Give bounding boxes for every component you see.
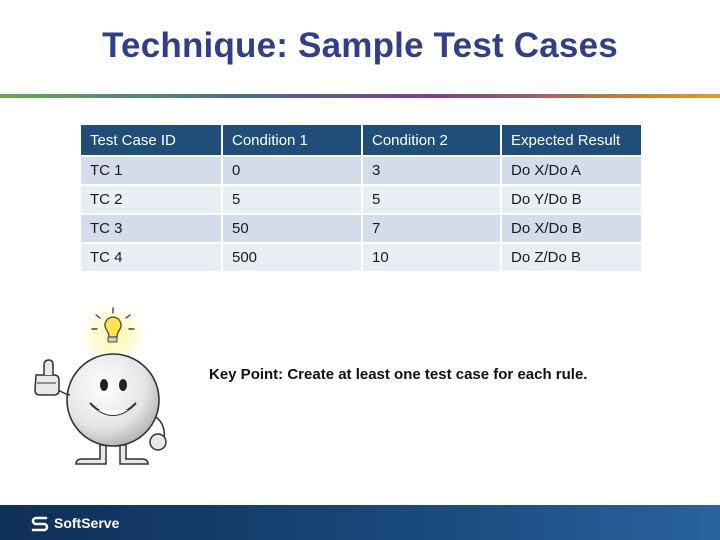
table-row (81, 156, 641, 185)
cell-expected-result: Do X/Do B (501, 214, 641, 243)
key-point-text: Key Point: Create at least one test case for each rule. (209, 366, 588, 383)
cell-condition-1: 50 (222, 214, 362, 243)
cell-condition-1: 500 (222, 243, 362, 271)
brand-name: SoftServe (54, 515, 120, 531)
table-row (81, 214, 641, 243)
cell-condition-1: 5 (222, 185, 362, 214)
header-test-case-id: Test Case ID (81, 125, 222, 156)
cell-expected-result: Do Y/Do B (501, 185, 641, 214)
cell-expected-result: Do X/Do A (501, 156, 641, 185)
header-expected-result: Expected Result (501, 125, 641, 156)
cell-condition-2: 3 (362, 156, 501, 185)
title-divider (0, 94, 720, 98)
test-case-table (81, 125, 641, 271)
mascot-thumbs-up-illustration (28, 305, 178, 475)
cell-test-case-id: TC 1 (81, 156, 222, 185)
slide-title: Technique: Sample Test Cases (102, 26, 618, 65)
test-case-table-container (81, 125, 641, 271)
cell-test-case-id: TC 3 (81, 214, 222, 243)
header-condition-1: Condition 1 (222, 125, 362, 156)
cell-condition-2: 7 (362, 214, 501, 243)
table-header-row (81, 125, 641, 156)
header-condition-2: Condition 2 (362, 125, 501, 156)
cell-condition-1: 0 (222, 156, 362, 185)
table-row (81, 243, 641, 271)
cell-expected-result: Do Z/Do B (501, 243, 641, 271)
table-row (81, 185, 641, 214)
cell-condition-2: 10 (362, 243, 501, 271)
softserve-logo (30, 514, 119, 532)
cell-condition-2: 5 (362, 185, 501, 214)
softserve-logo-icon (30, 514, 50, 532)
cell-test-case-id: TC 4 (81, 243, 222, 271)
cell-test-case-id: TC 2 (81, 185, 222, 214)
